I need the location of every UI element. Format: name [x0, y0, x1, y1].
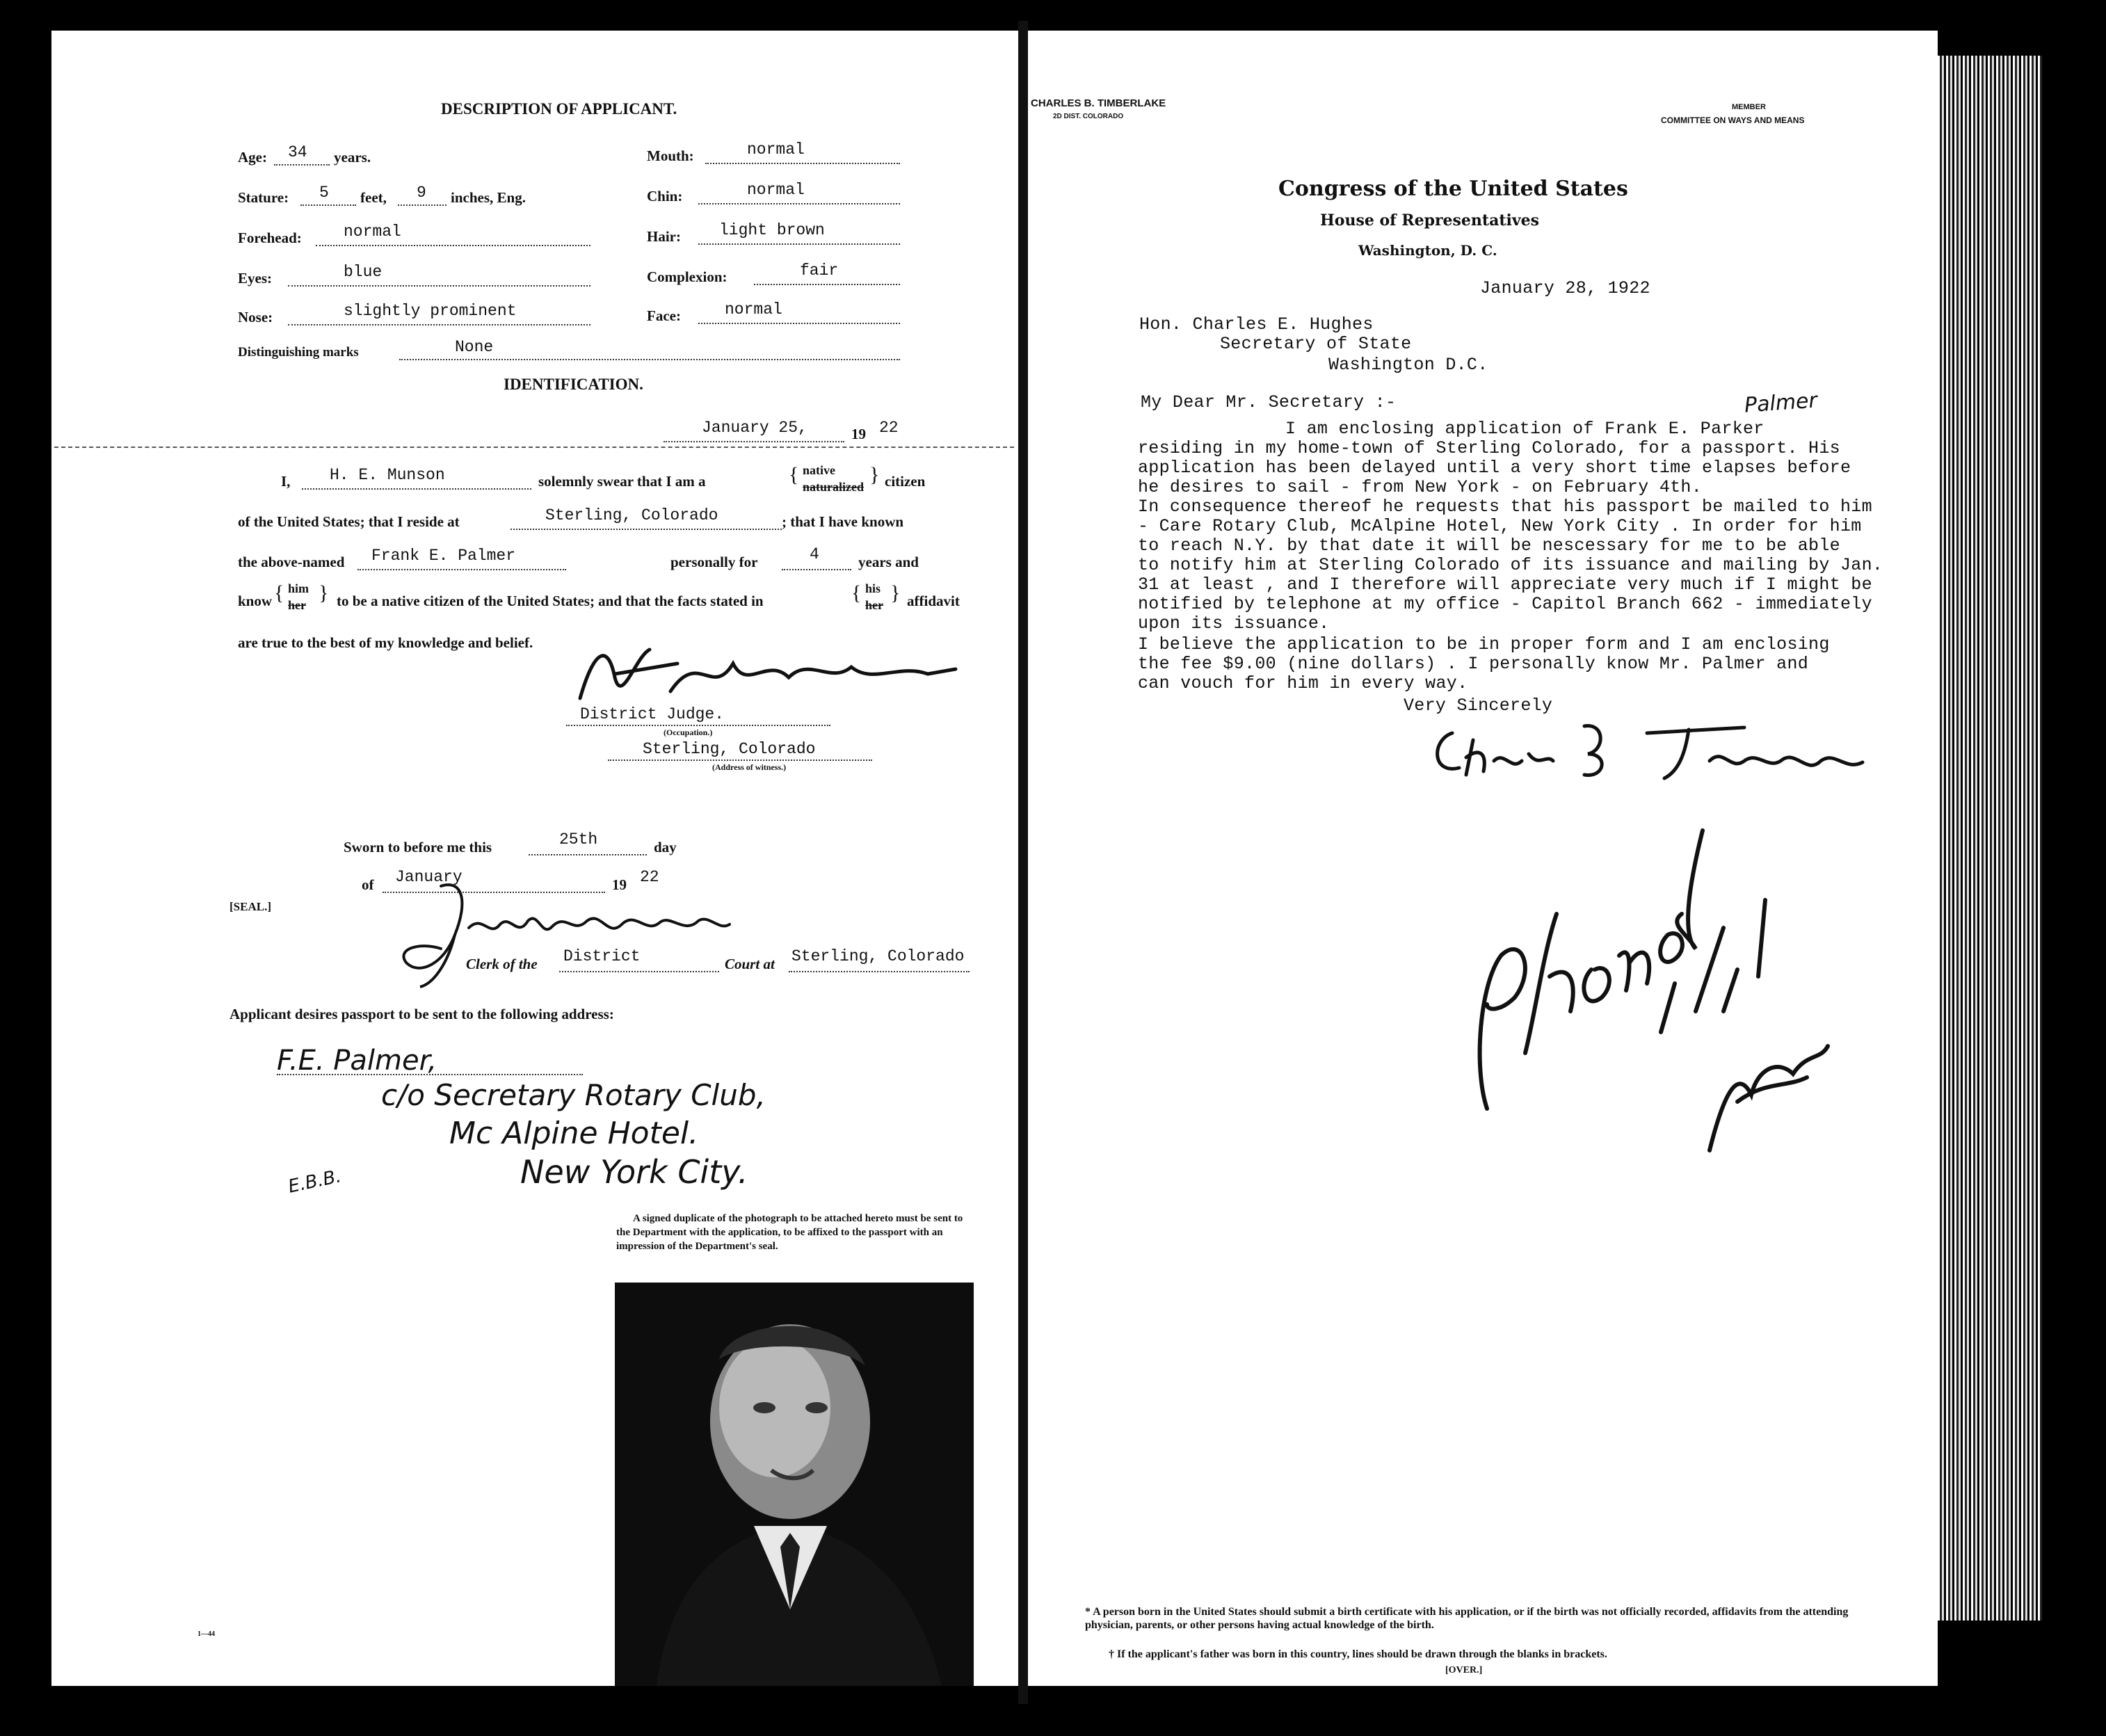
stature-feet-value: 5 [319, 184, 329, 202]
of-word: of [362, 876, 374, 893]
address-line-1: F.E. Palmer, [277, 1045, 437, 1077]
send-address-label: Applicant desires passport to be sent to the following address: [230, 1006, 614, 1022]
congress-title: Congress of the United States [1278, 177, 1628, 201]
applicant-photograph [615, 1283, 974, 1686]
body-line: can vouch for him in every way. [1138, 673, 1468, 693]
passport-application-page: DESCRIPTION OF APPLICANT. Age: 34 years. Stature: 5 feet, 9 inches, Eng. Forehead: normal Eyes: blue Nose: slightly prominent Distinguishing marks None Mouth: normal Chin: normal Hair: light brown Complexion: fair Face: normal IDENTIFICATION. January 25, 19 22 I, H. E. Munson solemnly swear that I am a { native naturalized } citizen of the United States; that I reside at Sterling, Colorado ; that I have known the above-named Frank E. Palmer personally for 4 years and know { him her } to be a native citizen of the United States; and that the facts stated in { his her } affidavit are true to the best of my knowledge and belief. District Judge. (Occupation.) Sterling, Colorado (Address of witness.) Sworn to before me this 25th day of January 19 22 [SEAL.] Clerk of the District Court at Sterling, Colorado Applicant desires passport to be sent to the following address: F.E. Palmer, c/o Secretary Rotary Club, Mc Alpine Hotel. New York City. E.B.B. A signed duplicate of the photograph to be attached hereto must be sent to the Department with the application, to be affixed to the passport with an impression of the Department's seal. 1—44 [51, 31, 1018, 1686]
body-line: I am enclosing application of Frank E. Parker [1285, 419, 1765, 439]
body-line: to notify him at Sterling Colorado of its issuance and mailing by Jan. [1138, 555, 1883, 575]
addressee-line-1: Hon. Charles E. Hughes [1139, 314, 1374, 335]
face-value: normal [725, 300, 782, 319]
oath-line3c: years and [858, 554, 919, 570]
oath-him: him [288, 581, 310, 595]
letterhead-district: 2D DIST. COLORADO [1053, 113, 1124, 120]
complexion-label: Complexion: [647, 268, 728, 285]
oath-her: her [288, 598, 306, 612]
court-name: District [563, 947, 641, 965]
body-line: to reach N.Y. by that date it will be nescessary for me to be able [1138, 536, 1840, 556]
residence-value: Sterling, Colorado [545, 506, 718, 524]
body-line: notified by telephone at my office - Capitol Branch 662 - immediately [1138, 594, 1872, 614]
court-at: Court at [725, 956, 775, 972]
oath-line2a: of the United States; that I reside at [238, 513, 460, 530]
age-label: Age: [238, 149, 267, 166]
oath-swear: solemnly swear that I am a [538, 473, 706, 490]
marks-value: None [455, 338, 494, 356]
witness-signature-graphic [566, 636, 970, 712]
applicant-name: Frank E. Palmer [371, 547, 516, 565]
address-line-2: c/o Secretary Rotary Club, [381, 1078, 766, 1112]
years-known: 4 [810, 545, 819, 563]
body-line: I believe the application to be in proper form and I am enclosing [1138, 634, 1830, 654]
oath-her2: her [865, 598, 883, 612]
oath-line4a: know [238, 593, 273, 609]
oath-line3a: the above-named [238, 554, 345, 570]
clerk-signature-graphic [378, 872, 754, 990]
addressee-line-3: Washington D.C. [1328, 355, 1488, 375]
eyes-value: blue [344, 263, 383, 281]
over-label: [OVER.] [1445, 1665, 1483, 1675]
letterhead-name: CHARLES B. TIMBERLAKE [1031, 97, 1166, 109]
identification-date: January 25, [702, 419, 807, 437]
mouth-label: Mouth: [647, 147, 694, 164]
chin-value: normal [747, 181, 805, 199]
clerk-of-the: Clerk of the [466, 956, 538, 972]
body-line: application has been delayed until a very short time elapses before [1138, 458, 1851, 478]
body-line: - Care Rotary Club, McAlpine Hotel, New York City . In order for him [1138, 516, 1862, 536]
photo-note: A signed duplicate of the photograph to be attached hereto must be sent to the Department with the application, to be affixed to the passport with an impression of the Department's seal. [616, 1213, 963, 1252]
oath-i: I, [281, 473, 291, 490]
mouth-value: normal [747, 140, 805, 159]
address-line-4: New York City. [520, 1153, 748, 1191]
body-line: In consequence thereof he requests that his passport be mailed to him [1138, 497, 1872, 517]
addressee-line-2: Secretary of State [1220, 334, 1412, 354]
age-value: 34 [288, 143, 307, 161]
form-number: 1—44 [198, 1630, 215, 1638]
hair-value: light brown [719, 221, 825, 239]
witness-occupation: District Judge. [580, 705, 725, 723]
witness-name: H. E. Munson [330, 466, 445, 484]
city-title: Washington, D. C. [1358, 242, 1497, 259]
sworn-year-prefix: 19 [612, 876, 627, 893]
stature-label: Stature: [238, 189, 289, 206]
body-line: the fee $9.00 (nine dollars) . I personally know Mr. Palmer and [1138, 654, 1809, 674]
footnote-2: † If the applicant's father was born in this country, lines should be drawn through the blanks in brackets. [1109, 1648, 1607, 1660]
hair-label: Hair: [647, 228, 681, 245]
inches-unit: inches, Eng. [451, 189, 526, 206]
oath-line5: are true to the best of my knowledge and belief. [238, 634, 533, 651]
identification-heading: IDENTIFICATION. [504, 376, 643, 393]
body-line: he desires to sail - from New York - on February 4th. [1138, 477, 1703, 497]
seal-label: [SEAL.] [230, 900, 271, 913]
address-line-3: Mc Alpine Hotel. [449, 1116, 699, 1151]
sworn-text: Sworn to before me this [344, 839, 492, 855]
oath-line4c: affidavit [907, 593, 960, 609]
member-label: MEMBER [1732, 103, 1766, 111]
page-edges [1938, 56, 2042, 1621]
forehead-label: Forehead: [238, 230, 302, 246]
description-heading: DESCRIPTION OF APPLICANT. [441, 100, 677, 118]
body-line: residing in my home-town of Sterling Colorado, for a passport. His [1138, 438, 1840, 458]
closing: Very Sincerely [1404, 696, 1553, 716]
sworn-month: January [395, 868, 463, 886]
house-title: House of Representatives [1320, 211, 1540, 230]
sworn-day: 25th [559, 830, 598, 849]
letter-date: January 28, 1922 [1480, 278, 1650, 298]
identification-year: 22 [879, 419, 899, 437]
handwritten-correction: Palmer [1743, 388, 1818, 418]
body-line: upon its issuance. [1138, 613, 1330, 634]
oath-line3b: personally for [670, 554, 758, 570]
committee: COMMITTEE ON WAYS AND MEANS [1661, 115, 1805, 125]
stature-inches-value: 9 [417, 184, 426, 202]
sworn-year: 22 [640, 868, 659, 886]
salutation: My Dear Mr. Secretary :- [1141, 392, 1397, 412]
chin-label: Chin: [647, 188, 683, 204]
oath-native: native [803, 463, 835, 477]
feet-unit: feet, [360, 189, 387, 206]
body-line: 31 at least , and I therefore will appreciate very much if I might be [1138, 574, 1872, 595]
complexion-value: fair [800, 262, 839, 280]
identification-year-prefix: 19 [851, 426, 866, 442]
book-spine [1018, 21, 1028, 1704]
face-label: Face: [647, 307, 681, 324]
occupation-label: (Occupation.) [664, 728, 713, 737]
forehead-value: normal [344, 223, 401, 241]
congressional-letter-page [1028, 31, 1938, 1686]
eyes-label: Eyes: [238, 270, 272, 287]
age-unit: years. [334, 149, 371, 166]
day-word: day [654, 839, 677, 855]
oath-line4b: to be a native citizen of the United States; and that the facts stated in [337, 593, 764, 609]
witness-address: Sterling, Colorado [643, 740, 816, 758]
marks-label: Distinguishing marks [238, 345, 359, 360]
initials: E.B.B. [286, 1166, 344, 1198]
oath-naturalized: naturalized [803, 480, 864, 494]
phoned-notation-graphic [1459, 803, 1835, 1178]
oath-citizen: citizen [885, 473, 926, 490]
oath-line2b: ; that I have known [782, 513, 904, 530]
court-place: Sterling, Colorado [791, 947, 965, 965]
footnote-1: * A person born in the United States should submit a birth certificate with his application, or if the birth was not officially recorded, affidavits from the attending physician, parents, or other persons having actual knowledge of the birth. [1085, 1606, 1849, 1631]
nose-value: slightly prominent [344, 302, 517, 320]
address-label: (Address of witness.) [712, 762, 787, 772]
oath-his: his [865, 581, 881, 595]
timberlake-signature-graphic [1417, 712, 1890, 789]
nose-label: Nose: [238, 309, 273, 326]
